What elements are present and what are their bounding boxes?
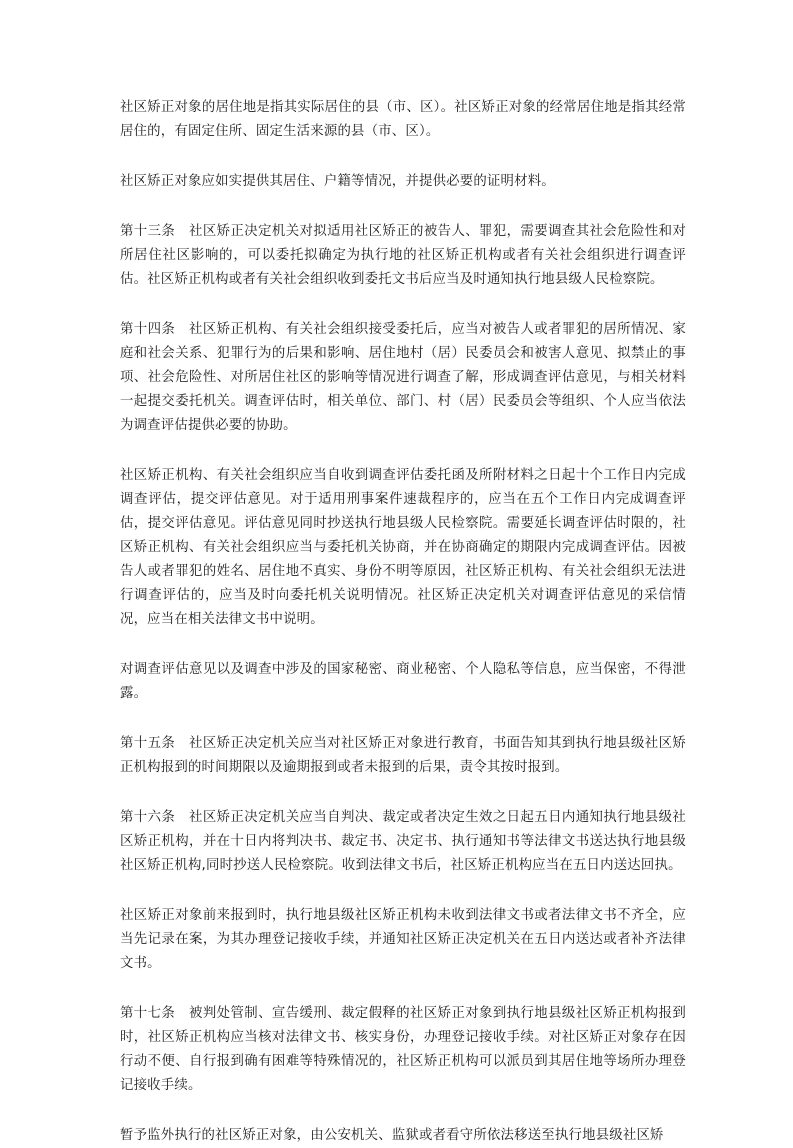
paragraph-temporary-execution: 暂予监外执行的社区矫正对象，由公安机关、监狱或者看守所依法移送至执行地县级社区矫 xyxy=(120,1128,664,1143)
paragraph-article-13: 第十三条 社区矫正决定机关对拟适用社区矫正的被告人、罪犯，需要调查其社会危险性和对所居住社区影响的，可以委托拟确定为执行地的社区矫正机构或者有关社会组织进行调查评估。社区矫正机构或者有关社会组织收到委托文书后应当及时通知执行地县级人民检察院。 xyxy=(120,224,686,287)
paragraph-article-14: 第十四条 社区矫正机构、有关社会组织接受委托后，应当对被告人或者罪犯的居所情况、家庭和社会关系、犯罪行为的后果和影响、居住地村（居）民委员会和被害人意见、拟禁止的事项、社会危险性、对所居住社区的影响等情况进行调查了解，形成调查评估意见，与相关材料一起提交委托机关。调查评估时，相关单位、部门、村（居）民委员会等组织、个人应当依法为调查评估提供必要的协助。 xyxy=(120,322,686,433)
paragraph-assessment-deadline: 社区矫正机构、有关社会组织应当自收到调查评估委托函及所附材料之日起十个工作日内完成调查评估，提交评估意见。对于适用刑事案件速裁程序的，应当在五个工作日内完成调查评估，提交评估意见。评估意见同时抄送执行地县级人民检察院。需要延长调查评估时限的，社区矫正机构、有关社会组织应当与委托机关协商，并在协商确定的期限内完成调查评估。因被告人或者罪犯的姓名、居住地不真实、身份不明等原因，社区矫正机构、有关社会组织无法进行调查评估的，应当及时向委托机关说明情况。社区矫正决定机关对调查评估意见的采信情况，应当在相关法律文书中说明。 xyxy=(120,468,686,627)
paragraph-residence-proof: 社区矫正对象应如实提供其居住、户籍等情况，并提供必要的证明材料。 xyxy=(120,174,555,189)
paragraph-article-16: 第十六条 社区矫正决定机关应当自判决、裁定或者决定生效之日起五日内通知执行地县级社区矫正机构，并在十日内将判决书、裁定书、决定书、执行通知书等法律文书送达执行地县级社区矫正机构,同时抄送人民检察院。收到法律文书后，社区矫正机构应当在五日内送达回执。 xyxy=(120,810,686,873)
paragraph-residence-definition: 社区矫正对象的居住地是指其实际居住的县（市、区）。社区矫正对象的经常居住地是指其经常居住的，有固定住所、固定生活来源的县（市、区）。 xyxy=(120,100,686,139)
paragraph-article-15: 第十五条 社区矫正决定机关应当对社区矫正对象进行教育，书面告知其到执行地县级社区矫正机构报到的时间期限以及逾期报到或者未报到的后果，责令其按时报到。 xyxy=(120,736,686,775)
document-body xyxy=(120,96,686,1148)
paragraph-confidentiality: 对调查评估意见以及调查中涉及的国家秘密、商业秘密、个人隐私等信息，应当保密，不得泄露。 xyxy=(120,662,686,701)
paragraph-registration-incomplete: 社区矫正对象前来报到时，执行地县级社区矫正机构未收到法律文书或者法律文书不齐全，应当先记录在案，为其办理登记接收手续，并通知社区矫正决定机关在五日内送达或者补齐法律文书。 xyxy=(120,908,686,971)
paragraph-article-17: 第十七条 被判处管制、宣告缓刑、裁定假释的社区矫正对象到执行地县级社区矫正机构报到时，社区矫正机构应当核对法律文书、核实身份，办理登记接收手续。对社区矫正对象存在因行动不便、自行报到确有困难等特殊情况的，社区矫正机构可以派员到其居住地等场所办理登记接收手续。 xyxy=(120,1006,686,1093)
